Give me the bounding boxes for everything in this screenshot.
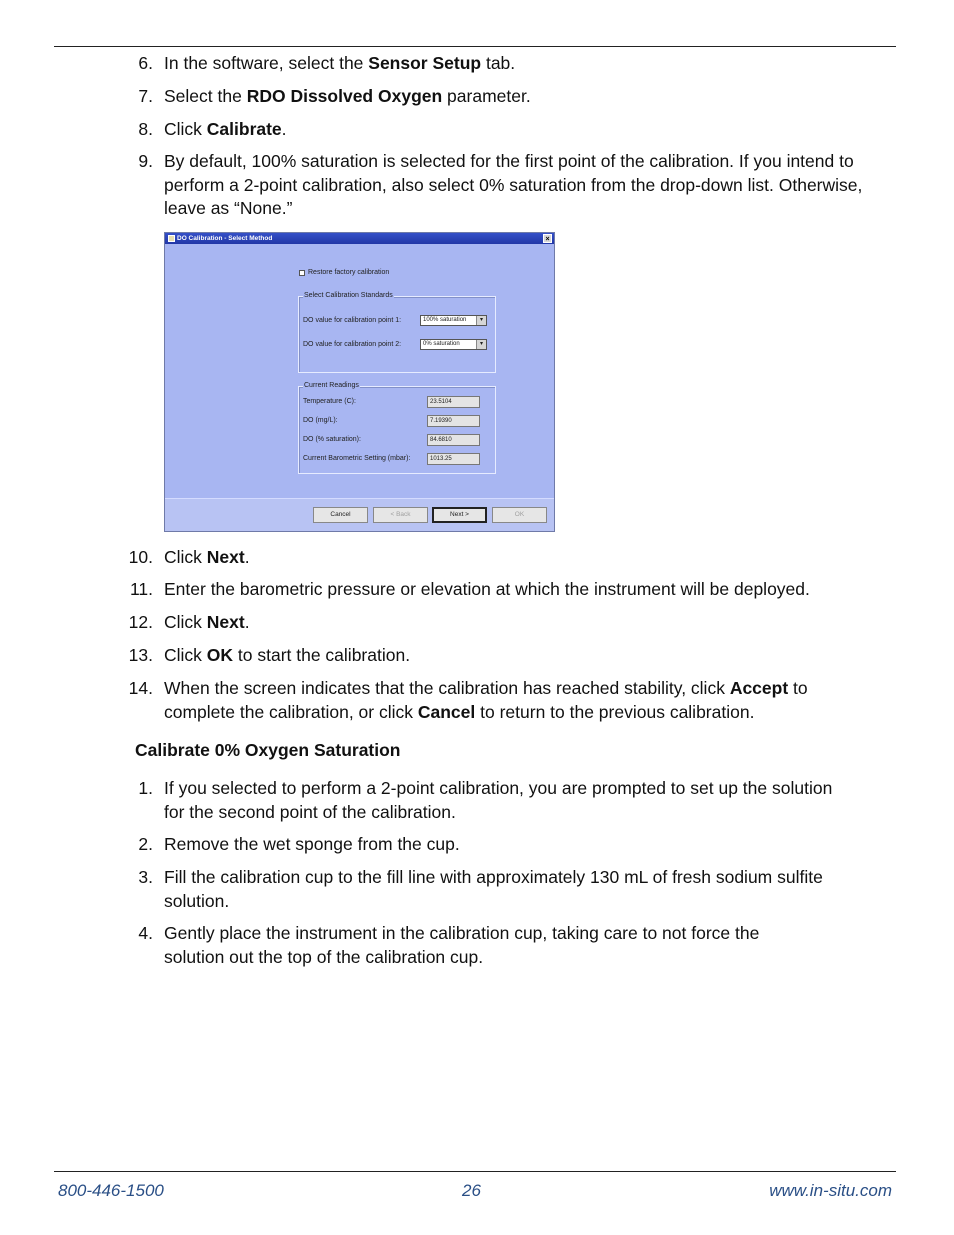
step-number: 2.: [138, 834, 153, 854]
reading-value-do-mgl: 7.19390: [427, 415, 480, 427]
step-text: Enter the barometric pressure or elevation at which the instrument will be deployed.: [164, 579, 810, 599]
dialog-title-bar: [165, 233, 554, 244]
step-number: 7.: [138, 86, 153, 106]
step-text: Select the RDO Dissolved Oxygen parameter.: [164, 86, 531, 106]
step-text: Click Next.: [164, 612, 250, 632]
section-heading: Calibrate 0% Oxygen Saturation: [135, 740, 401, 760]
step-number: 9.: [138, 151, 153, 171]
step-number: 4.: [138, 923, 153, 943]
reading-value-temperature: 23.5104: [427, 396, 480, 408]
step-text: Gently place the instrument in the calibration cup, taking care to not force the solution out the top of the calibration cup.: [164, 923, 760, 967]
chevron-down-icon: ▾: [476, 316, 486, 325]
restore-factory-checkbox[interactable]: [299, 270, 305, 276]
app-icon: [168, 235, 175, 242]
point1-dropdown[interactable]: [420, 315, 487, 326]
dialog-button-bar: [165, 498, 554, 531]
reading-label-do-saturation: DO (% saturation):: [303, 436, 361, 443]
reading-value-barometric: 1013.25: [427, 453, 480, 465]
chevron-down-icon: ▾: [476, 340, 486, 349]
restore-factory-label: Restore factory calibration: [308, 269, 390, 276]
close-icon[interactable]: ×: [543, 234, 552, 243]
header-rule: [54, 46, 896, 47]
step-number: 13.: [128, 645, 153, 665]
point1-value: 100% saturation: [423, 317, 467, 323]
step-text: In the software, select the Sensor Setup tab.: [164, 53, 516, 73]
readings-group: [298, 382, 496, 474]
step-number: 14.: [128, 678, 153, 698]
footer-page-number: 26: [462, 1181, 481, 1200]
step-number: 8.: [138, 119, 153, 139]
dialog-title: DO Calibration - Select Method: [177, 235, 273, 242]
reading-label-do-mgl: DO (mg/L):: [303, 417, 338, 424]
step-number: 11.: [129, 579, 153, 599]
reading-label-barometric: Current Barometric Setting (mbar):: [303, 455, 411, 462]
reading-value-do-saturation: 84.6810: [427, 434, 480, 446]
point2-value: 0% saturation: [423, 341, 460, 347]
next-button[interactable]: Next >: [432, 507, 487, 523]
readings-group-title: Current Readings: [304, 382, 359, 389]
step-number: 1.: [138, 778, 153, 798]
step-text: By default, 100% saturation is selected for the first point of the calibration. If you intend to perform a 2-point calibration, also select 0% saturation from the drop-down list. Otherwise, leave as “None.”: [164, 151, 863, 218]
step-text: Remove the wet sponge from the cup.: [164, 834, 460, 854]
step-text: Fill the calibration cup to the fill line with approximately 130 mL of fresh sodium sulfite solution.: [164, 867, 823, 911]
standards-group-title: Select Calibration Standards: [304, 292, 393, 299]
step-text: Click OK to start the calibration.: [164, 645, 411, 665]
cancel-button[interactable]: Cancel: [313, 507, 368, 523]
point2-dropdown[interactable]: [420, 339, 487, 350]
footer-rule: [54, 1171, 896, 1172]
step-number: 3.: [138, 867, 153, 887]
point2-label: DO value for calibration point 2:: [303, 341, 402, 348]
footer-phone: 800-446-1500: [58, 1181, 164, 1200]
point1-label: DO value for calibration point 1:: [303, 317, 402, 324]
step-text: Click Next.: [164, 547, 250, 567]
step-text: Click Calibrate.: [164, 119, 287, 139]
step-text: When the screen indicates that the calibration has reached stability, click Accept to complete the calibration, or click Cancel to return to the previous calibration.: [164, 678, 808, 722]
footer-url[interactable]: www.in-situ.com: [769, 1181, 892, 1200]
step-number: 6.: [138, 53, 153, 73]
step-number: 12.: [128, 612, 153, 632]
calibration-dialog-screenshot: [164, 232, 555, 532]
back-button[interactable]: < Back: [373, 507, 428, 523]
standards-group: [298, 292, 496, 373]
step-number: 10.: [128, 547, 153, 567]
reading-label-temperature: Temperature (C):: [303, 398, 356, 405]
ok-button[interactable]: OK: [492, 507, 547, 523]
step-text: If you selected to perform a 2-point calibration, you are prompted to set up the solution for the second point of the calibration.: [164, 778, 833, 822]
